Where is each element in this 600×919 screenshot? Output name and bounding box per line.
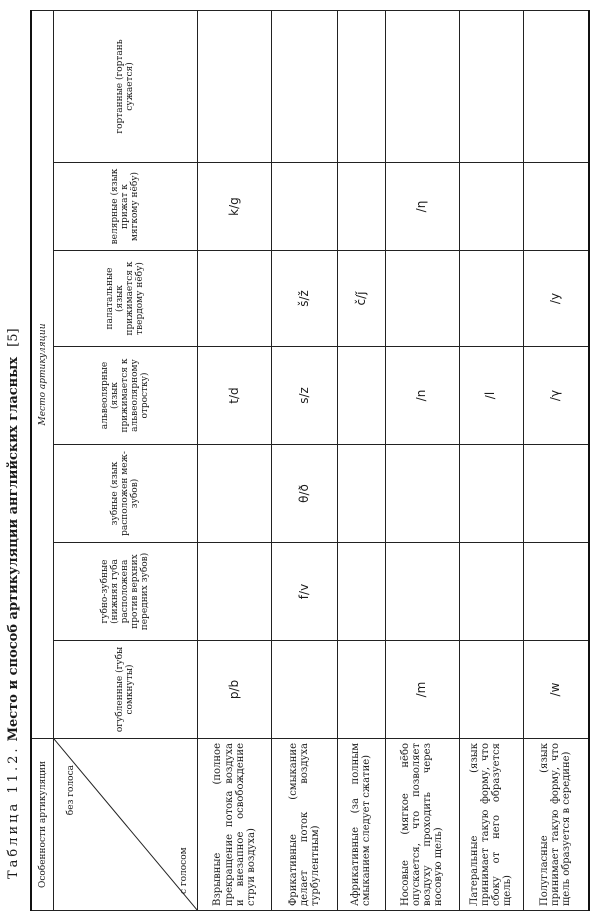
col-header-alveolar: альвеолярные (язык прижимается к альвеолярному отростку)	[54, 347, 198, 445]
table-cell: č/ǰ	[338, 251, 385, 347]
table-cell	[523, 445, 589, 543]
table-cell	[385, 251, 459, 347]
table-row	[385, 11, 459, 911]
table-cell	[272, 641, 338, 739]
table-cell	[198, 543, 272, 641]
col-header-glottal: гортанные (гортань сужается)	[54, 11, 198, 163]
table-cell	[338, 641, 385, 739]
row-label: Фрикативные (смыкание делает поток воздуха турбулентным)	[272, 739, 338, 911]
table-row	[459, 11, 523, 911]
table-cell	[459, 251, 523, 347]
col-header-palatal: палатальные (язык прижимается к твердому нёбу)	[54, 251, 198, 347]
table-cell	[459, 641, 523, 739]
table-cell: /l	[459, 347, 523, 445]
voiced-label: с голосом	[179, 847, 190, 894]
table-cell: t/d	[198, 347, 272, 445]
table-cell	[272, 163, 338, 251]
row-label: Носовые (мягкое нёбо опускается, что позволяет воздуху проходить через носовую щель)	[385, 739, 459, 911]
table-cell: k/g	[198, 163, 272, 251]
table-cell: /y	[523, 251, 589, 347]
col-header-labiodental: губно-зубные (нижняя губа расположена против верхних передних зубов)	[54, 543, 198, 641]
caption-prefix: Таблица 11.2.	[6, 745, 21, 879]
table-caption	[6, 39, 21, 879]
articulation-table	[30, 10, 590, 911]
table-cell	[338, 543, 385, 641]
table-cell	[459, 163, 523, 251]
col-header-dental: зубные (язык расположен меж-зубов)	[54, 445, 198, 543]
voicing-diagonal-cell	[54, 739, 198, 911]
table-cell: /η	[385, 163, 459, 251]
table-cell	[385, 445, 459, 543]
table-cell	[459, 445, 523, 543]
table-cell	[523, 11, 589, 163]
table-cell	[198, 445, 272, 543]
table-cell	[338, 163, 385, 251]
caption-title: Место и способ артикуляции английских гласных	[6, 357, 21, 742]
table-cell	[338, 11, 385, 163]
table-cell	[198, 11, 272, 163]
table-cell	[523, 543, 589, 641]
features-header: Особенности артикуляции	[31, 739, 54, 911]
table-cell	[338, 347, 385, 445]
table-row	[523, 11, 589, 911]
table-cell: /n	[385, 347, 459, 445]
table-cell: /γ	[523, 347, 589, 445]
row-label: Взрывные (полное прекращение потока воздуха и внезапное освобождение струи воздуха)	[198, 739, 272, 911]
table-row	[198, 11, 272, 911]
table-cell	[459, 543, 523, 641]
row-label: Африкативные (за полным смыканием следует сжатие)	[338, 739, 385, 911]
row-label: Полугласные (язык принимает такую форму, что щель образуется в середине)	[523, 739, 589, 911]
table-cell: /m	[385, 641, 459, 739]
table-cell	[272, 11, 338, 163]
table-row	[272, 11, 338, 911]
table-cell	[338, 445, 385, 543]
table-cell	[523, 163, 589, 251]
table-cell: š/ž	[272, 251, 338, 347]
voiceless-label: без голоса	[66, 765, 77, 816]
table-cell	[385, 11, 459, 163]
table-cell: p/b	[198, 641, 272, 739]
table-cell: θ/ð	[272, 445, 338, 543]
table-cell: f/v	[272, 543, 338, 641]
table-cell	[198, 251, 272, 347]
col-header-velar: велярные (язык прижат к мягкому нёбу)	[54, 163, 198, 251]
table-cell: s/z	[272, 347, 338, 445]
col-header-labial: огубленные (губы сомкнуты)	[54, 641, 198, 739]
row-label: Латеральные (язык принимает такую форму, что сбоку от него образуется щель)	[459, 739, 523, 911]
table-cell: /w	[523, 641, 589, 739]
place-header: Место артикуляции	[31, 11, 54, 739]
table-cell	[385, 543, 459, 641]
caption-reference: [5]	[6, 328, 21, 347]
table-row	[338, 11, 385, 911]
table-cell	[459, 11, 523, 163]
